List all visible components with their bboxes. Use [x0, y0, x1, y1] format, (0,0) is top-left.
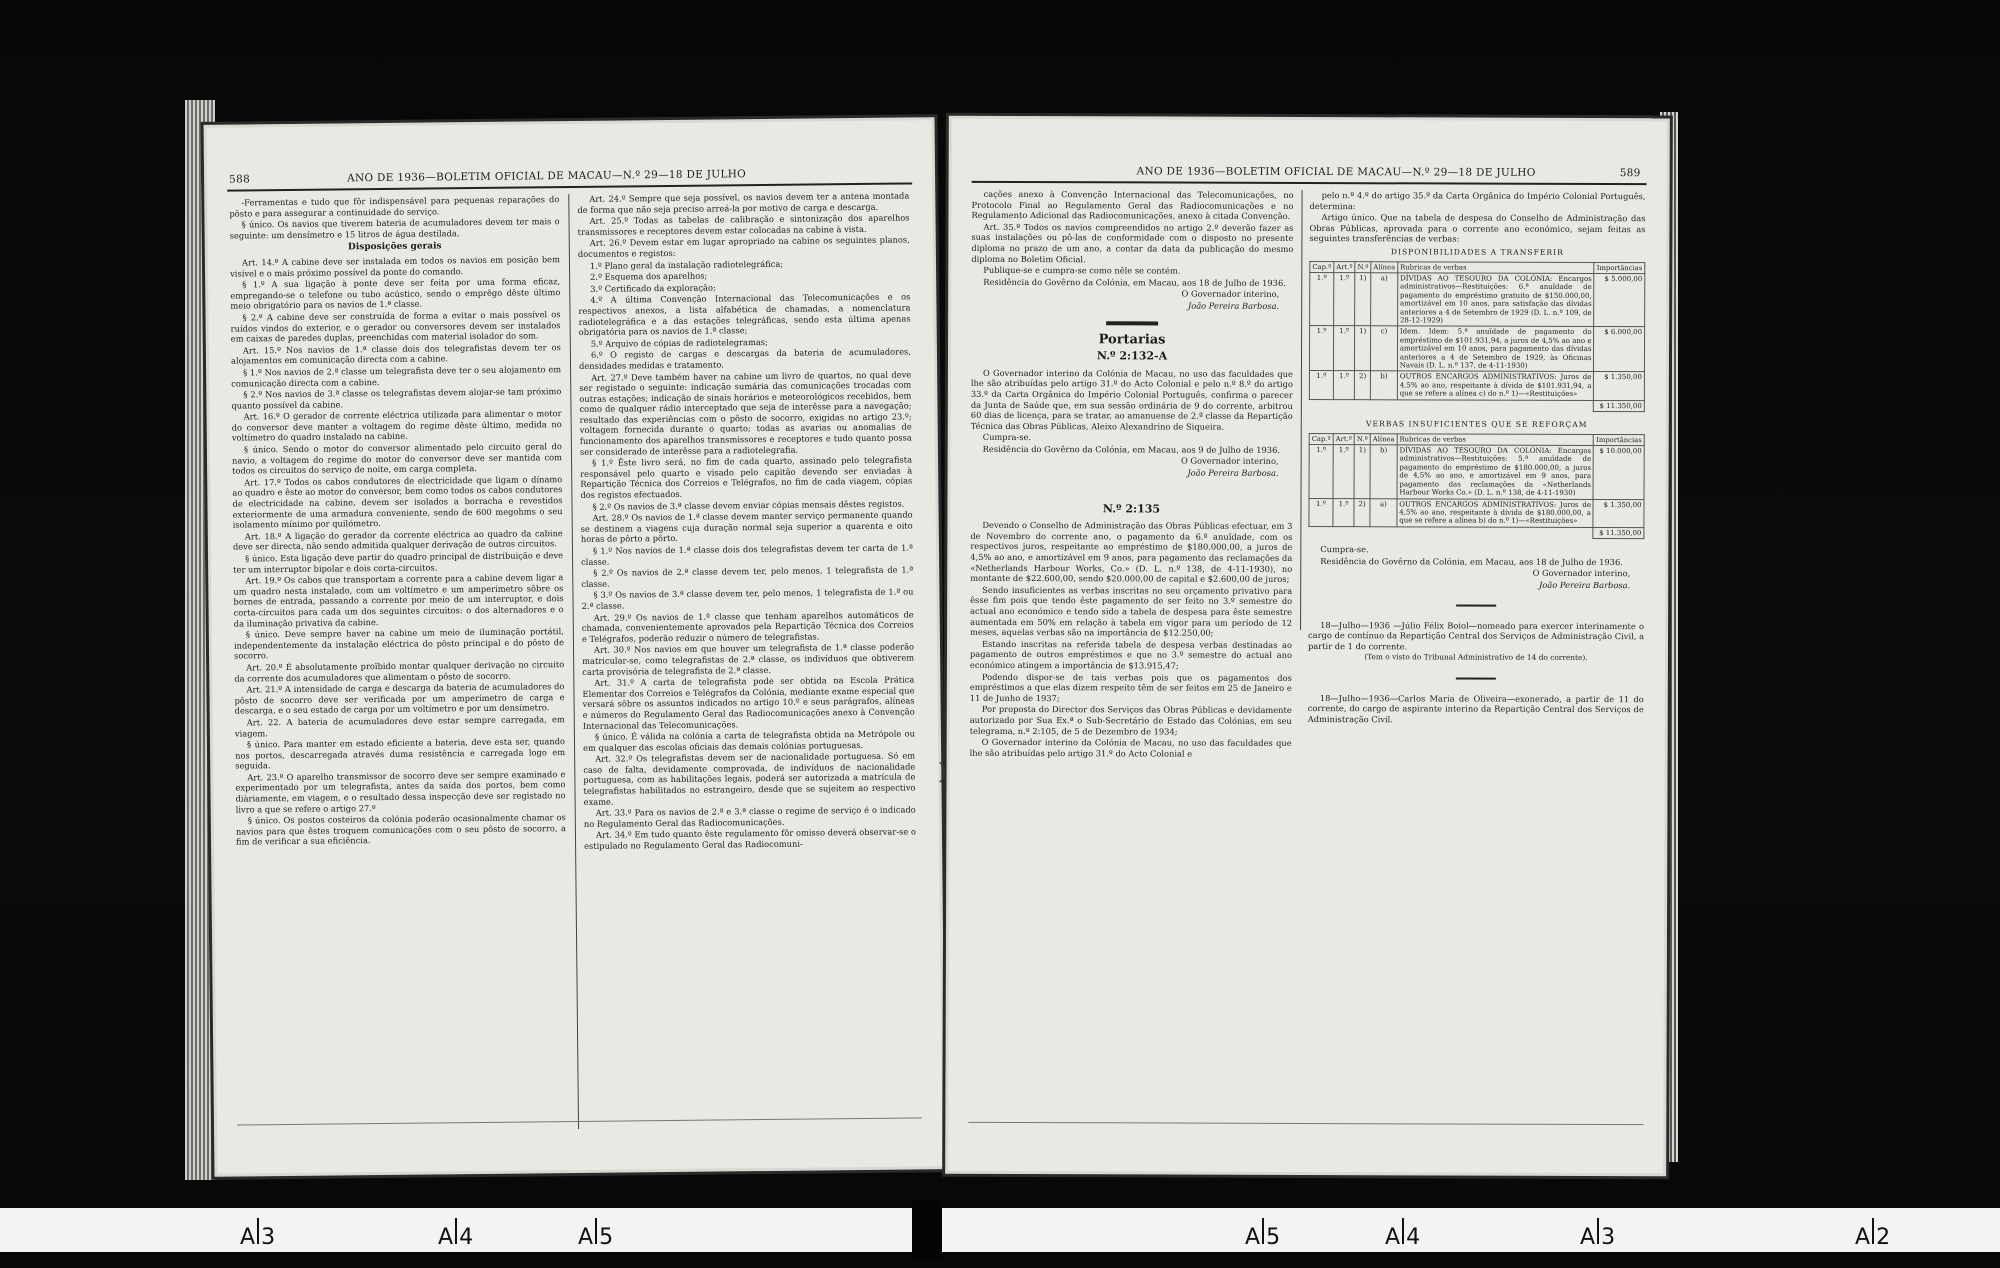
column-header: Importâncias	[1594, 434, 1645, 446]
appointment-notice: 18—Julho—1936 —Júlio Félix Boiol—nomeado para exercer interinamente o cargo de contínuo da Repartição Central dos Serviços de Administração Civil, a partir de 1 do corrente.	[1307, 619, 1645, 652]
paragraph: Artigo único. Que na tabela de despesa do Conselho de Administração das Obras Públicas, aprovada para o corrente ano económico, sejam feitas as seguintes transferências de verbas:	[1309, 212, 1646, 244]
film-mark-a4-left: A 4	[438, 1218, 473, 1250]
closing-line: Residência do Govêrno da Colónia, em Macau, aos 18 de Julho de 1936.	[983, 276, 1286, 288]
margin-bracket-mark: )	[938, 760, 947, 785]
amount-cell: $ 10.000,00	[1593, 446, 1644, 500]
paragraph: § 1.º Nos navios de 1.ª classe dois dos telegrafistas devem ter carta de 1.ª classe.	[581, 542, 914, 567]
paragraph: § 2.º A cabine deve ser construída de forma a evitar o mais possível os ruídos vindos do exterior, e o gerador ou conversores devem ser instalados em caixas de paredes duplas, preenchidas com material isolador do som.	[230, 309, 561, 344]
section-rule	[1106, 321, 1158, 325]
paragraph: Art. 17.º Todos os cabos condutores de electricidade que ligam o dínamo ao quadro e êste ao motor do conversor, bem como todos os cabos condutores de electricidade na cabine, devem ser isolados a borracha e revestidos exteriormente de uma armadura conveniente, sendo de 600 megohms o seu isolamento mínimo por quilómetro.	[232, 473, 563, 530]
amount-cell: $ 1.350,00	[1593, 499, 1644, 527]
left-column-2	[577, 190, 916, 852]
rubric-cell: Idem. Idem: 5.ª anuïdade de pagamento do empréstimo de $101.931,94, a juros de 4,5% ao ano e amortizável em 10 anos, para pagamento das dívidas anteriores a 4 de Setembro de 1929, às Oficinas Navais (D. L. n.º 137, de 4-11-1930)	[1397, 326, 1594, 372]
left-page-header: ANO DE 1936—BOLETIM OFICIAL DE MACAU—N.º 29—18 DE JULHO	[347, 168, 747, 185]
paragraph: § 1.º Êste livro será, no fim de cada quarto, assinado pelo telegrafista responsável pelo quarto e visado pelo capitão devendo ser enviadas à Repartição Técnica dos Correios e Telégrafos, no fim de cada viagem, cópias dos registos efectuados.	[580, 454, 913, 500]
paragraph: § 2.º Nos navios de 3.ª classe os telegrafistas devem alojar-se tam próximo quanto possível da cabine.	[231, 386, 562, 411]
code-cell: 1.º	[1309, 326, 1333, 371]
paragraph: 3.º Certificado da exploração;	[590, 282, 716, 294]
column-header: Rubricas de verbas	[1398, 261, 1595, 273]
header-rule	[227, 182, 912, 191]
rubric-cell: OUTROS ENCARGOS ADMINISTRATIVOS: Juros de 4,5% ao ano, respeitante à dívida de $180.000,00, a que se refere a alínea b) do n.º 1)—«Restituições»	[1397, 498, 1594, 527]
paragraph: § único. Os navios que tiverem bateria de acumuladores devem ter mais o seguinte: um densímetro e 15 litros de água destilada.	[229, 216, 560, 241]
column-header: Cap.º	[1309, 433, 1333, 444]
paragraph: Art. 15.º Nos navios de 1.ª classe dois dos telegrafistas devem ter os alojamentos em comunicação directa com a cabine.	[230, 341, 561, 366]
code-cell: 1.º	[1333, 371, 1354, 399]
paragraph: Art. 22. A bateria de acumuladores deve estar sempre carregada, em viagem.	[234, 714, 565, 739]
section-rule	[1456, 677, 1496, 679]
table-total-row	[1309, 399, 1644, 412]
code-cell: a)	[1371, 273, 1398, 327]
section-rule	[1456, 604, 1496, 606]
rubric-cell: DÍVIDAS AO TESOURO DA COLÓNIA: Encargos administrativos—Restituições: 5.ª anuïdade de pagamento do empréstimo de $180.000,00, a juros de 4,5% ao ano, e amortizável em 9 anos, para pagamento das reclamações da «Netherlands Harbour Works Co.» (D. L. n.º 138, de 4-11-1930)	[1397, 445, 1594, 499]
table-row	[1309, 445, 1644, 500]
paragraph: Art. 35.º Todos os navios compreendidos no artigo 2.º deverão fazer as suas instalações ou pô-las de conformidade com o disposto no presente diploma no prazo de um ano, a contar da data da publicação do mesmo diploma no Boletim Oficial.	[971, 221, 1294, 264]
column-header: Art.º	[1333, 433, 1354, 444]
total-amount: $ 11.350,00	[1594, 400, 1645, 412]
total-amount: $ 11.350,00	[1593, 527, 1644, 539]
table-row	[1309, 371, 1644, 400]
column-header: Alínea	[1370, 433, 1397, 444]
signature-title: O Governador interino,	[1532, 568, 1631, 579]
paragraph: § 1.º Nos navios de 2.ª classe um telegrafista deve ter o seu alojamento em comunicação directa com a cabine.	[231, 364, 562, 389]
paragraph: Podendo dispor-se de tais verbas pois que os pagamentos dos empréstimos a que elas dizem respeito têm de ser feitos em 25 de Janeiro e 11 de Junho de 1937;	[969, 671, 1292, 703]
paragraph: § 2.º Os navios de 2.ª classe devem ter, pelo menos, 1 telegrafista de 1.ª classe.	[581, 564, 914, 589]
paragraph: Art. 24.º Sempre que seja possível, os navios devem ter a antena montada de forma que não seja preciso arreá-la por motivo de carga e descarga.	[577, 190, 910, 215]
paragraph: § 1.º A sua ligação à ponte deve ser feita por uma forma eficaz, empregando-se o telefone ou tubo acústico, sendo o emprêgo dêste último meio obrigatório para os navios de 1.ª classe.	[230, 276, 561, 311]
column-header: N.º	[1354, 433, 1370, 444]
code-cell: 1.º	[1309, 445, 1333, 499]
portaria-number-2135: N.º 2:135	[1102, 501, 1161, 516]
left-page-number: 588	[229, 173, 251, 186]
paragraph: Art. 21.º A intensidade de carga e descarga da bateria de acumuladores do pôsto de socorro deve ser verificada por um amperímetro de carga e descarga, e o seu estado de carga por um voltímetro e por um densímetro.	[234, 681, 565, 716]
signature-title: O Governador interino,	[1181, 288, 1280, 300]
paragraph: § 3.º Os navios de 3.ª classe devem ter, pelo menos, 1 telegrafista de 1.ª ou 2.ª classe.	[581, 586, 914, 611]
code-cell: 1.º	[1333, 498, 1354, 526]
column-header: Rubricas de verbas	[1397, 433, 1594, 445]
paragraph: Estando inscritas na referida tabela de despesa verbas destinadas ao pagamento de outros empréstimos e que no 3.º semestre do actual ano económico atingem a importância de $13.915,47;	[969, 638, 1293, 671]
transfer-table	[1309, 261, 1646, 413]
rubric-cell: OUTROS ENCARGOS ADMINISTRATIVOS: Juros de 4,5% ao ano, respeitante à dívida de $101.931,94, a que se refere a alínea c) do n.º 1)—«Restituições»	[1397, 371, 1594, 400]
paragraph: O Governador interino da Colónia de Macau, no uso das faculdades que lhe são atribuídas pelo artigo 31.º do Acto Colonial e pelo n.º 8.º do artigo 33.º da Carta Orgânica do Império Colonial Português, confirma o parecer da Junta de Saúde que, em sua sessão ordinária de 9 do corrente, arbitrou 60 dias de licença, para se tratar, ao amanuense de 2.ª classe da Repartição Técnica das Obras Públicas, Aleixo Alexandrino de Siqueira.	[970, 367, 1293, 432]
paragraph: Art. 23.º O aparelho transmissor de socorro deve ser sempre examinado e experimentado por um telegrafista, antes da saída dos portos, bem como diàriamente, em viagem, e o resultado dessa inspecção deve ser registado no livro a que se refere o artigo 27.º	[235, 768, 566, 815]
paragraph: 2.º Esquema dos aparelhos;	[590, 270, 708, 282]
paragraph: Art. 18.º A ligação do gerador da corrente eléctrica ao quadro da cabine deve ser directa, não sendo admitida qualquer derivação de outros circuitos.	[232, 527, 563, 552]
paragraph: Devendo o Conselho de Administração das Obras Públicas efectuar, em 3 de Novembro do corrente ano, o pagamento da 6.ª anuïdade, com os respectivos juros, respeitante ao empréstimo de $180.000,00, a juros de 4,5% ao ano, e amortizável em 9 anos, para pagamento das reclamações da «Netherlands Harbour Works, Co.» (D. L. n.º 138, de 4-11-1930), no montante de $22.600,00, sendo $20.000,00 de capital e $2.600,00 de juros;	[970, 520, 1293, 585]
table-row	[1309, 326, 1644, 372]
tribunal-visa-note: (Tem o visto do Tribunal Administrativo de 14 do corrente).	[1364, 652, 1588, 663]
footer-rule	[968, 1122, 1643, 1125]
code-cell: 1.º	[1333, 445, 1354, 499]
code-cell: 1.º	[1309, 498, 1333, 526]
portarias-heading: Portarias	[1098, 331, 1166, 348]
closing-line: Publique-se e cumpra-se como nêle se contém.	[983, 265, 1181, 276]
footer-rule	[237, 1117, 922, 1125]
paragraph: Art. 31.º A carta de telegrafista pode ser obtida na Escola Prática Elementar dos Correios e Telégrafos da Colónia, mediante exame especial que versará sôbre os assuntos indicados no artigo 10.º e seus parágrafos, alíneas e números do Regulamento Geral das Radiocomunicações anexo à Convenção Internacional das Telecomunicações.	[582, 674, 915, 731]
paragraph: Sendo insuficientes as verbas inscritas no seu orçamento privativo para êsse fim pois que tendo êste pagamento de ser feito no 3.º semestre do actual ano económico e tendo sido a tabela de despesa para êste semestre aumentada em 50% em relação à tabela em vigor para um período de 12 meses, aquelas verbas são na importância de $12.250,00;	[970, 584, 1293, 638]
code-cell: 1.º	[1334, 273, 1355, 327]
paragraph: § único. É válida na colónia a carta de telegrafista obtida na Metrópole ou em qualquer das escolas oficiais das demais colónias portuguesas.	[583, 728, 915, 753]
column-header: Cap.º	[1310, 261, 1334, 272]
code-cell: 1.º	[1309, 371, 1333, 399]
table-row	[1310, 272, 1645, 327]
paragraph: 4.º A última Convenção Internacional das Telecomunicações e os respectivos anexos, a lista alfabética de chamadas, a nomenclatura radiotelegráfica e a das estações telegráficas, sendo esta última apenas obrigatória para os navios de 1.ª classe;	[578, 291, 911, 338]
code-cell: a)	[1370, 498, 1397, 526]
table-total-row	[1309, 526, 1644, 539]
paragraph: Art. 14.º A cabine deve ser instalada em todos os navios em posição bem visível e o mais próximo possível da ponte do comando.	[230, 254, 560, 279]
film-mark-a4-right: A 4	[1385, 1218, 1420, 1250]
paragraph: Art. 30.º Nos navios em que houver um telegrafista de 1.ª classe poderão matricular-se, como telegrafistas de 2.ª classe, os indivíduos que obtiverem carta provisória de telegrafista de 2.ª classe.	[582, 641, 915, 677]
paragraph: 6.º O registo de cargas e descargas da bateria de acumuladores, densidades medidas e tratamento.	[579, 346, 911, 371]
paragraph: 5.º Arquivo de cópias de radiotelegramas;	[590, 336, 768, 349]
paragraph: § único. Esta ligação deve partir do quadro principal de distribuição e deve ter um interruptor bipolar e dois corta-circuitos.	[233, 550, 564, 575]
signature-name: João Pereira Barbosa.	[1187, 300, 1280, 311]
closing-line: Residência do Govêrno da Colónia, em Macau, aos 18 de Julho de 1936.	[1320, 555, 1623, 567]
column-divider	[568, 194, 579, 1129]
paragraph: Art. 29.º Os navios de 1.ª classe que tenham aparelhos automáticos de chamada, convenientemente aprovados pela Repartição Técnica dos Correios e Telégrafos, poderão reduzir o número de telegrafistas.	[581, 609, 914, 644]
paragraph: Art. 27.º Deve também haver na cabine um livro de quartos, no qual deve ser registado o seguinte: indicação sumária das comunicações trocadas com outras estações; indicação de sinais horários e meteorológicos recebidos, bem como de qualquer rádio interceptado que seja de interêsse para a navegação; resultado das experiências com o pôsto de socorro, exigidas no artigo 23.º; voltagem fornecida durante o quarto; todas as avarias ou anomalias de funcionamento dos aparelhos transmissores e receptores e tudo quanto possa ser considerado de interêsse para a radiotelegrafia.	[579, 368, 912, 457]
section-heading: Disposições gerais	[347, 241, 442, 253]
table-title-transfer: DISPONIBILIDADES A TRANSFERIR	[1390, 247, 1564, 257]
paragraph: § único. Os postos costeiros da colónia poderão ocasionalmente chamar os navios para que êstes troquem comunicações com o seu pôsto de socorro, a fim de verificar a sua eficiência.	[235, 812, 566, 847]
portaria-number-2132A: N.º 2:132-A	[1096, 349, 1168, 363]
right-column-2	[1308, 190, 1646, 727]
exoneration-notice: 18—Julho—1936—Carlos Maria de Oliveira—exonerado, a partir de 11 do corrente, do cargo de aspirante interino da Repartição Central dos Serviços de Administração Civil.	[1307, 692, 1644, 725]
table-row	[1309, 498, 1644, 527]
closing-line: Residência do Govêrno da Colónia, em Macau, aos 9 de Julho de 1936.	[982, 443, 1281, 455]
paragraph: § único. Sendo o motor do conversor alimentado pelo circuito geral do navio, a voltagem do regime do motor do conversor deve ser mantida com todos os circuitos do serviço de noite, em carga completa.	[231, 441, 563, 476]
code-cell: 2)	[1355, 371, 1371, 399]
right-column-1	[970, 189, 1294, 760]
paragraph: -Ferramentas e tudo que fôr indispensável para pequenas reparações do pôsto e para assegurar a continuidade do serviço.	[229, 194, 560, 219]
film-mark-a3-right: A 3	[1580, 1218, 1615, 1250]
rubric-cell: DÍVIDAS AO TESOURO DA COLÓNIA: Encargos administrativos—Restituições: 6.ª anuïdade de pagamento do empréstimo gratuito de $150.000,00, amortizável em 10 anos, para satisfação das dívidas anteriores a 4 de Setembro de 1929 (D. L. n.º 109, de 28-12-1929)	[1397, 273, 1594, 327]
paragraph: Art. 16.º O gerador de corrente eléctrica utilizada para alimentar o motor do conversor deve manter a voltagem do regime dêste último, medida no voltímetro do quadro instalado na cabine.	[231, 408, 562, 444]
paragraph: § único. Para manter em estado eficiente a bateria, deve esta ser, quando nos portos, descarregada através duma resistência e carregada logo em seguida.	[235, 736, 566, 771]
signature-title: O Governador interino,	[1180, 456, 1279, 467]
paragraph: 1.º Plano geral da instalação radiotelegráfica;	[589, 258, 784, 271]
signature-name: João Pereira Barbosa.	[1187, 467, 1279, 478]
code-cell: c)	[1371, 326, 1398, 371]
column-divider	[1300, 190, 1303, 630]
code-cell: 1.º	[1333, 326, 1354, 371]
paragraph: O Governador interino da Colónia de Macau, no uso das faculdades que lhe são atribuídas pelo artigo 31.º do Acto Colonial e	[969, 736, 1292, 759]
code-cell: 1)	[1354, 445, 1370, 498]
reinforce-table	[1308, 433, 1644, 540]
closing-line: Cumpra-se.	[1320, 544, 1369, 555]
paragraph: Art. 20.º É absolutamente proïbido montar qualquer derivação no circuito da corrente dos acumuladores que alimentam o pôsto de socorro.	[234, 659, 565, 684]
paragraph: cações anexo à Convenção Internacional das Telecomunicações, no Protocolo Final ao Regulamento Geral das Radiocomunicações e no Regulamento Adicional das Radiocomunicações, anexo à citada Convenção.	[971, 188, 1294, 222]
column-header: Alínea	[1371, 261, 1398, 272]
left-column-1	[229, 194, 566, 848]
amount-cell: $ 5.000,00	[1594, 273, 1645, 327]
code-cell: b)	[1370, 445, 1397, 499]
paragraph: Art. 25.º Todas as tabelas de calibração e sintonização dos aparelhos transmissores e receptores devem estar colocadas na cabine à vista.	[577, 212, 910, 237]
paragraph: § único. Deve sempre haver na cabine um meio de iluminação portátil, independentemente da instalação eléctrica do pôsto principal e do pôsto de socorro.	[233, 626, 564, 661]
right-page-header: ANO DE 1936—BOLETIM OFICIAL DE MACAU—N.º 29—18 DE JULHO	[1136, 165, 1536, 179]
signature-name: João Pereira Barbosa.	[1538, 579, 1631, 591]
paragraph: Art. 26.º Devem estar em lugar apropriado na cabine os seguintes planos, documentos e registos:	[577, 234, 910, 259]
paragraph: Por proposta do Director dos Serviços das Obras Públicas e devidamente autorizado por Sua Ex.ª o Sub-Secretário de Estado das Colónias, em seu telegrama, n.º 2:105, de 5 de Dezembro de 1934;	[969, 704, 1292, 737]
right-page	[948, 119, 1667, 1173]
blank-cell	[1309, 526, 1594, 538]
left-page	[207, 120, 943, 1174]
film-strip-right	[940, 1208, 2000, 1252]
film-mark-a3-left: A 3	[240, 1218, 275, 1250]
code-cell: b)	[1370, 371, 1397, 399]
paragraph: Art. 32.º Os telegrafistas devem ser de nacionalidade portuguesa. Só em caso de falta, devidamente comprovada, de indivíduos de nacionalidade portuguesa, com as habilitações legais, poderá ser autorizada a matrícula de telegrafistas habilitados no estrangeiro, desde que se sujeitem ao respectivo exame.	[583, 750, 916, 807]
paragraph: Art. 33.º Para os navios de 2.ª e 3.ª classe o regime de serviço é o indicado no Regulamento Geral das Radiocomunicações.	[583, 804, 916, 829]
right-page-number: 589	[1619, 167, 1641, 180]
paragraph: Art. 28.º Os navios de 1.ª classe devem manter serviço permanente quando se destinem a viagens cuja duração normal seja superior a quarenta e oito horas de pôrto a pôrto.	[580, 509, 913, 545]
column-header: N.º	[1355, 261, 1371, 272]
amount-cell: $ 1.350,00	[1594, 372, 1645, 400]
header-rule	[972, 181, 1647, 185]
column-header: Importâncias	[1594, 262, 1645, 274]
code-cell: 2)	[1354, 498, 1370, 526]
film-mark-a5-right: A 5	[1245, 1218, 1280, 1250]
film-mark-a2-right: A 2	[1855, 1218, 1890, 1250]
blank-cell	[1309, 399, 1594, 411]
column-header: Art.º	[1334, 261, 1355, 272]
paragraph: Art. 34.º Em tudo quanto êste regulamento fôr omisso deverá observar-se o estipulado no Regulamento Geral das Radiocomuni-	[584, 826, 917, 851]
paragraph: Art. 19.º Os cabos que transportam a corrente para a cabine devem ligar a um quadro nesta instalado, com um voltímetro e um amperímetro sôbre os bornes de entrada, passando a corrente por meio de um interruptor, e dois corta-circuitos para cada um dos seguintes circuitos: o dos alternadores e o da iluminação privativa da cabine.	[233, 572, 564, 629]
code-cell: 1)	[1355, 273, 1371, 326]
code-cell: 1)	[1355, 326, 1371, 371]
closing-line: Cumpra-se.	[982, 432, 1032, 443]
film-mark-a5-left: A 5	[578, 1218, 613, 1250]
table-title-reinforce: VERBAS INSUFICIENTES QUE SE REFORÇAM	[1366, 419, 1588, 430]
paragraph: pelo n.º 4.º do artigo 35.º da Carta Orgânica do Império Colonial Português, determina:	[1309, 190, 1646, 211]
amount-cell: $ 6.000,00	[1594, 327, 1645, 372]
film-notch	[912, 1200, 942, 1260]
code-cell: 1.º	[1310, 272, 1334, 326]
paragraph: § 2.º Os navios de 3.ª classe devem enviar cópias mensais dêstes registos.	[592, 498, 905, 512]
